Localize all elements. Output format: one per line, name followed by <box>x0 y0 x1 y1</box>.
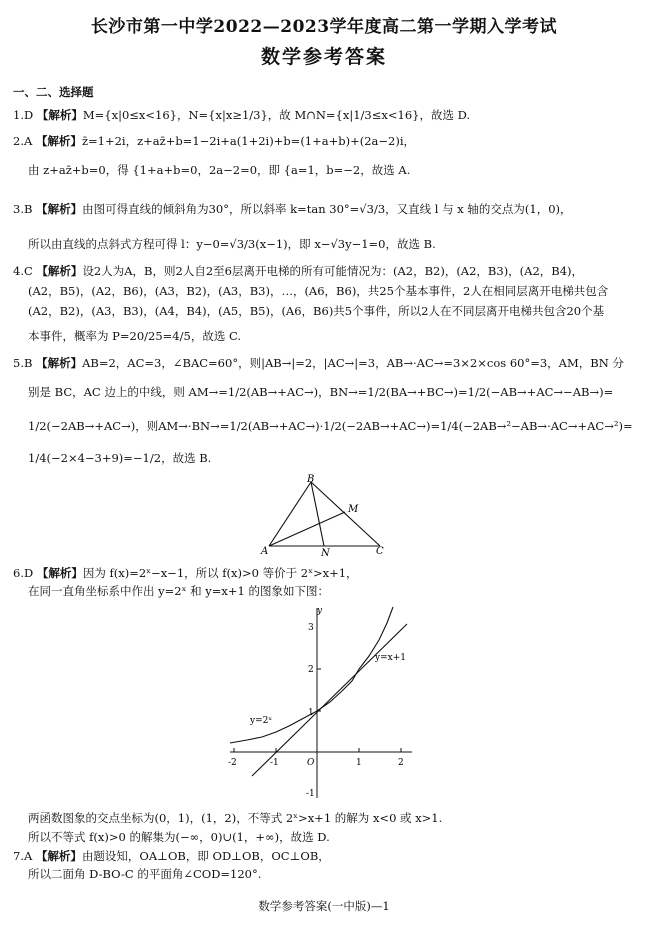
page-footer: 数学参考答案(一中版)—1 <box>258 899 390 913</box>
x-tick-label: -1 <box>270 758 279 768</box>
origin-label: O <box>307 758 315 768</box>
triangle-figure <box>255 474 400 559</box>
function-graph <box>222 598 422 803</box>
y-tick-label: 2 <box>308 665 314 675</box>
answer-line-13: 1/4(−2×4−3+9)=−1/2，故选 B. <box>28 451 212 465</box>
answer-line-12: 1/2(−2AB→+AC→)，则AM→·BN→=1/2(AB→+AC→)·1/2(−2AB→+AC→)=1/4(−2AB→²−AB→·AC→+AC→²)= <box>28 419 633 433</box>
page-subtitle: 数学参考答案 <box>260 46 387 68</box>
x-tick-label: -2 <box>228 758 237 768</box>
section-heading: 一、二、选择题 <box>13 85 94 99</box>
answer-line-6: 4.C 【解析】设2人为A，B，则2人自2至6层离开电梯的所有可能情况为：(A2，B2)，(A2，B3)，(A2，B4)， <box>13 264 584 278</box>
answer-line-19: 所以二面角 D-BO-C 的平面角∠COD=120°. <box>28 867 262 881</box>
answer-line-2: 2.A 【解析】z̄=1+2i，z+az̄+b=1−2i+a(1+2i)+b=(1+a+b)+(2a−2)i， <box>13 134 416 148</box>
x-tick-label: 2 <box>398 758 404 768</box>
vertex-c-label: C <box>376 546 384 557</box>
curve-exp-label: y=2ˣ <box>250 716 273 726</box>
x-tick-label: 1 <box>356 758 362 768</box>
answer-line-5: 所以由直线的点斜式方程可得 l：y−0=√3/3(x−1)，即 x−√3y−1=0，故选 B. <box>28 237 436 251</box>
answer-line-10: 5.B 【解析】AB=2，AC=3，∠BAC=60°，则|AB→|=2，|AC→|=3，AB→·AC→=3×2×cos 60°=3，AM，BN 分 <box>13 356 624 370</box>
answer-line-1: 1.D 【解析】M={x|0≤x<16}，N={x|x≥1/3}，故 M∩N={x|1/3≤x<16}，故选 D. <box>13 108 471 122</box>
answer-line-3: 由 z+az̄+b=0，得 {1+a+b=0，2a−2=0，即 {a=1，b=−2，故选 A. <box>28 163 411 177</box>
curve-line-label: y=x+1 <box>375 653 406 663</box>
answer-line-15: 在同一直角坐标系中作出 y=2ˣ 和 y=x+1 的图象如下图： <box>28 584 330 598</box>
answer-line-17: 所以不等式 f(x)>0 的解集为(−∞，0)∪(1，+∞)，故选 D. <box>28 830 330 844</box>
y-tick-label: 3 <box>308 623 314 633</box>
answer-line-4: 3.B 【解析】由图可得直线的倾斜角为30°，所以斜率 k=tan 30°=√3/3，又直线 l 与 x 轴的交点为(1，0)， <box>13 202 572 216</box>
point-m-label: M <box>348 504 359 515</box>
vertex-a-label: A <box>261 546 269 557</box>
answer-line-8: (A2，B2)，(A3，B3)，(A4，B4)，(A5，B5)，(A6，B6)共5个事件，所以2人在不同层离开电梯共包含20个基 <box>28 304 605 318</box>
y-tick-label: 1 <box>308 708 314 718</box>
y-axis-label: y <box>317 606 323 616</box>
answer-line-18: 7.A 【解析】由题设知，OA⊥OB，即 OD⊥OB，OC⊥OB， <box>13 849 330 863</box>
answer-line-11: 别是 BC，AC 边上的中线，则 AM→=1/2(AB→+AC→)，BN→=1/2(BA→+BC→)=1/2(−AB→+AC→−AB→)= <box>28 385 614 399</box>
answer-line-9: 本事件，概率为 P=20/25=4/5，故选 C. <box>28 329 242 343</box>
answer-line-14: 6.D 【解析】因为 f(x)=2ˣ−x−1，所以 f(x)>0 等价于 2ˣ>x+1， <box>13 566 358 580</box>
answer-line-7: (A2，B5)，(A2，B6)，(A3，B2)，(A3，B3)，…，(A6，B6)，共25个基本事件，2人在相同层离开电梯共包含 <box>28 284 609 298</box>
answer-line-16: 两函数图象的交点坐标为(0，1)，(1，2)，不等式 2ˣ>x+1 的解为 x<0 或 x>1. <box>28 811 443 825</box>
point-n-label: N <box>321 548 330 559</box>
y-tick-label: -1 <box>306 789 315 799</box>
page-title: 长沙市第一中学2022—2023学年度高二第一学期入学考试 <box>90 17 558 37</box>
vertex-b-label: B <box>307 474 315 485</box>
